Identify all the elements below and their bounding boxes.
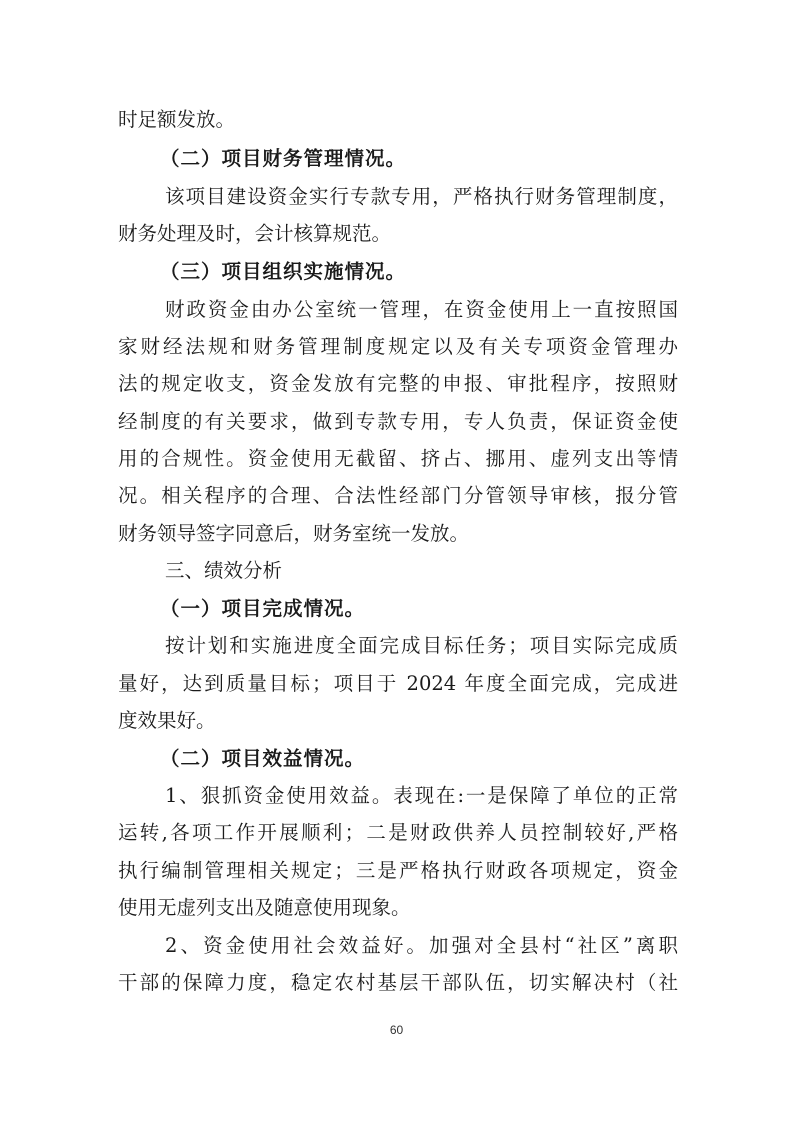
paragraph-line: 量好，达到质量目标；项目于 2024 年度全面完成，完成进 — [118, 672, 678, 695]
paragraph-line: 干部的保障力度，稳定农村基层干部队伍，切实解决村（社 — [118, 971, 678, 994]
paragraph-line: 运转,各项工作开展顺利；二是财政供养人员控制较好,严格 — [118, 821, 678, 844]
paragraph-line: 执行编制管理相关规定；三是严格执行财政各项规定，资金 — [118, 859, 678, 882]
paragraph-line: 用的合规性。资金使用无截留、挤占、挪用、虚列支出等情 — [118, 447, 678, 470]
paragraph-line: 按计划和实施进度全面完成目标任务；项目实际完成质 — [165, 634, 678, 657]
paragraph-line: 1、狠抓资金使用效益。表现在:一是保障了单位的正常 — [165, 784, 678, 807]
section-heading-financial-management: （二）项目财务管理情况。 — [160, 147, 407, 170]
paragraph-line: 法的规定收支，资金发放有完整的申报、审批程序，按照财 — [118, 372, 678, 395]
section-heading-completion: （一）项目完成情况。 — [160, 597, 366, 620]
paragraph-line: 家财经法规和财务管理制度规定以及有关专项资金管理办 — [118, 335, 678, 358]
paragraph-line: 时足额发放。 — [118, 108, 236, 131]
paragraph-line: 财务处理及时，会计核算规范。 — [118, 222, 392, 245]
chapter-heading-performance-analysis: 三、绩效分析 — [165, 559, 283, 582]
paragraph-line: 使用无虚列支出及随意使用现象。 — [118, 896, 411, 919]
paragraph-line: 度效果好。 — [118, 709, 216, 732]
paragraph-line: 2、资金使用社会效益好。加强对全县村“社区”离职 — [165, 934, 678, 957]
section-heading-benefits: （二）项目效益情况。 — [160, 747, 366, 770]
paragraph-line: 经制度的有关要求，做到专款专用，专人负责，保证资金使 — [118, 410, 678, 433]
paragraph-line: 况。相关程序的合理、合法性经部门分管领导审核，报分管 — [118, 484, 678, 507]
section-heading-organization: （三）项目组织实施情况。 — [160, 260, 407, 283]
paragraph-line: 财政资金由办公室统一管理，在资金使用上一直按照国 — [165, 298, 678, 321]
paragraph-line: 财务领导签字同意后，财务室统一发放。 — [118, 522, 470, 545]
page-number: 60 — [389, 1023, 404, 1037]
paragraph-line: 该项目建设资金实行专款专用，严格执行财务管理制度， — [165, 185, 678, 208]
